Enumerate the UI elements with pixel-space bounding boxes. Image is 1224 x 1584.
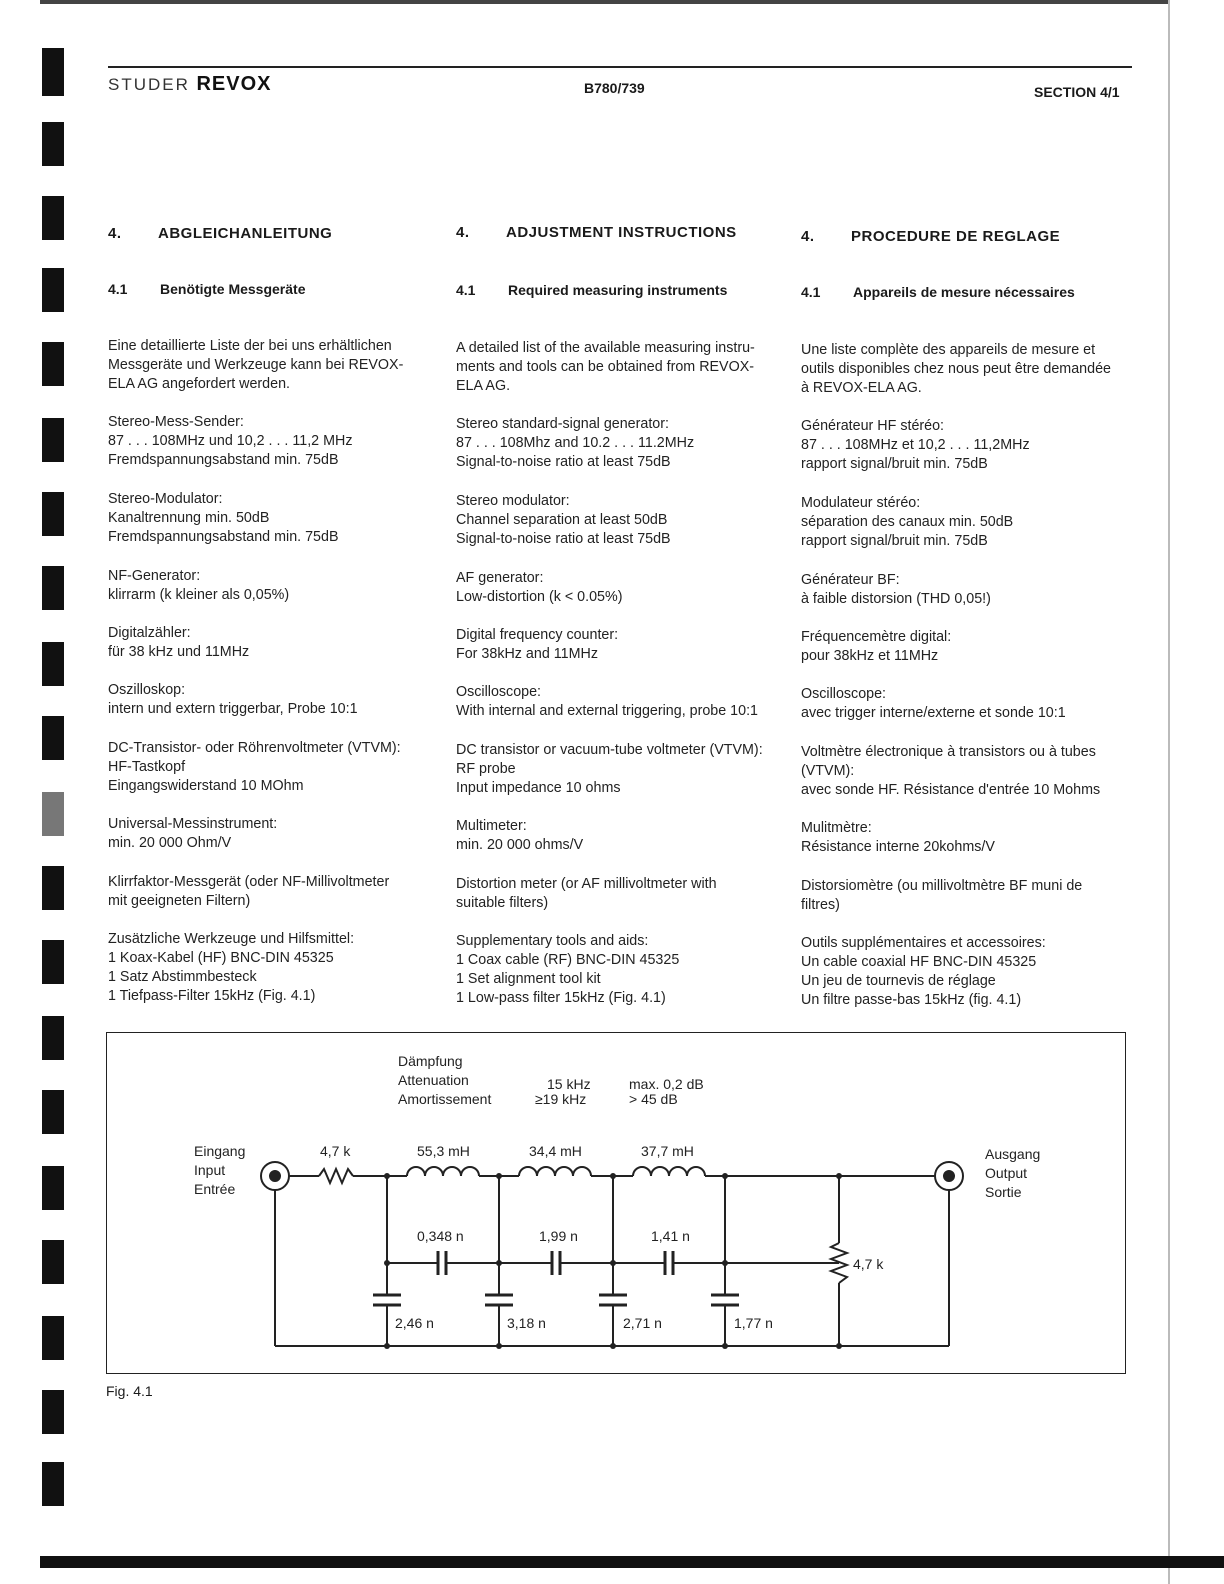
paragraph	[801, 877, 1127, 915]
section-heading-number: 4.	[456, 224, 470, 241]
paragraph-line: 87 . . . 108Mhz and 10.2 . . . 11.2MHz	[456, 435, 695, 451]
paragraph	[801, 819, 995, 857]
paragraph-line: ELA AG.	[456, 378, 511, 394]
paragraph-line: DC transistor or vacuum-tube voltmeter (VTVM):	[456, 742, 763, 758]
paragraph	[456, 683, 758, 721]
brand-revox: REVOX	[196, 73, 272, 95]
paragraph-line: Une liste complète des appareils de mesure et	[801, 342, 1096, 358]
section-heading-text: PROCEDURE DE REGLAGE	[851, 228, 1061, 245]
section-heading-number: 4.	[108, 225, 122, 242]
paragraph-line: Eingangswiderstand 10 MOhm	[108, 778, 304, 794]
brand-logo	[108, 73, 272, 96]
subsection-heading	[801, 284, 1075, 300]
paragraph-line: Digitalzähler:	[108, 625, 191, 641]
output-label-de: Ausgang	[985, 1146, 1041, 1162]
paragraph-line: NF-Generator:	[108, 568, 201, 584]
paragraph-line: Input impedance 10 ohms	[456, 780, 621, 796]
paragraph-line: 1 Tiefpass-Filter 15kHz (Fig. 4.1)	[108, 988, 316, 1004]
spec-val-1: max. 0,2 dB	[629, 1076, 704, 1092]
paragraph-line: Supplementary tools and aids:	[456, 933, 649, 949]
paragraph	[801, 934, 1046, 1010]
paragraph-line: Résistance interne 20kohms/V	[801, 839, 995, 855]
paragraph-line: mit geeigneten Filtern)	[108, 893, 251, 909]
brand-studer: STUDER	[108, 75, 190, 94]
paragraph	[108, 930, 354, 1006]
paragraph-line: min. 20 000 Ohm/V	[108, 835, 232, 851]
section-heading	[456, 224, 737, 241]
bridge-cap-3-label: 1,41 n	[651, 1228, 690, 1244]
spec-freq-2: ≥19 kHz	[535, 1091, 587, 1107]
paragraph	[108, 873, 434, 911]
paragraph-line: Signal-to-noise ratio at least 75dB	[456, 454, 671, 470]
paragraph-line: Multimeter:	[456, 818, 527, 834]
lowpass-filter-schematic	[107, 1033, 1125, 1373]
section-heading-text: ADJUSTMENT INSTRUCTIONS	[506, 224, 737, 241]
series-resistor-symbol	[319, 1169, 353, 1183]
paragraph	[456, 339, 782, 396]
section-heading	[801, 228, 1060, 245]
paragraph-line: Un filtre passe-bas 15kHz (fig. 4.1)	[801, 992, 1022, 1008]
paragraph	[108, 490, 338, 547]
paragraph-line: Stereo standard-signal generator:	[456, 416, 669, 432]
subsection-heading-number: 4.1	[108, 281, 128, 297]
paragraph	[108, 681, 358, 719]
output-label-fr: Sortie	[985, 1184, 1022, 1200]
paragraph-line: à faible distorsion (THD 0,05!)	[801, 591, 991, 607]
load-resistor-label: 4,7 k	[853, 1256, 884, 1272]
paragraph-line: Oscilloscope:	[456, 684, 542, 700]
paragraph-line: für 38 kHz und 11MHz	[108, 644, 250, 660]
bridge-cap-1-label: 0,348 n	[417, 1228, 464, 1244]
shunt-cap-3-label: 2,71 n	[623, 1315, 662, 1331]
paragraph	[456, 492, 671, 549]
paragraph-line: filtres)	[801, 897, 840, 913]
paragraph-line: Stereo-Mess-Sender:	[108, 414, 244, 430]
paragraph-line: Fréquencemètre digital:	[801, 629, 952, 645]
spec-freq-1: 15 kHz	[547, 1076, 591, 1092]
paragraph-line: Générateur BF:	[801, 572, 900, 588]
paragraph-line: intern und extern triggerbar, Probe 10:1	[108, 701, 358, 717]
paragraph-line: Voltmètre électronique à transistors ou à tubes	[801, 744, 1096, 760]
paragraph-line: rapport signal/bruit min. 75dB	[801, 456, 988, 472]
figure-caption: Fig. 4.1	[106, 1383, 153, 1399]
series-resistor-label: 4,7 k	[320, 1143, 351, 1159]
paragraph-line: Zusätzliche Werkzeuge und Hilfsmittel:	[108, 931, 355, 947]
paragraph-line: 87 . . . 108MHz et 10,2 . . . 11,2MHz	[801, 437, 1030, 453]
shunt-cap-4-label: 1,77 n	[734, 1315, 773, 1331]
paragraph-line: 1 Coax cable (RF) BNC-DIN 45325	[456, 952, 680, 968]
paragraph	[801, 417, 1030, 474]
paragraph-line: 87 . . . 108MHz und 10,2 . . . 11,2 MHz	[108, 433, 353, 449]
top-edge-line	[40, 0, 1170, 4]
inductor-1-label: 55,3 mH	[417, 1143, 470, 1159]
paragraph-line: Mulitmètre:	[801, 820, 872, 836]
paragraph-line: Fremdspannungsabstand min. 75dB	[108, 529, 339, 545]
paragraph-line: ELA AG angefordert werden.	[108, 376, 291, 392]
paragraph-line: RF probe	[456, 761, 516, 777]
paragraph-line: Oscilloscope:	[801, 686, 887, 702]
inductor-2-symbol	[519, 1167, 591, 1176]
paragraph-line: HF-Tastkopf	[108, 759, 186, 775]
paragraph-line: Eine detaillierte Liste der bei uns erhältlichen	[108, 338, 392, 354]
paragraph-line: 1 Set alignment tool kit	[456, 971, 601, 987]
paragraph	[801, 494, 1013, 551]
subsection-heading-text: Appareils de mesure nécessaires	[853, 284, 1075, 300]
figure-4-1	[106, 1032, 1126, 1374]
right-edge-line	[1168, 0, 1170, 1584]
paragraph-line: DC-Transistor- oder Röhrenvoltmeter (VTVM):	[108, 740, 401, 756]
paragraph	[456, 932, 679, 1008]
paragraph	[456, 741, 763, 798]
paragraph-line: séparation des canaux min. 50dB	[801, 514, 1014, 530]
paragraph-line: klirrarm (k kleiner als 0,05%)	[108, 587, 290, 603]
paragraph-line: Universal-Messinstrument:	[108, 816, 278, 832]
paragraph	[108, 624, 249, 662]
inductor-3-label: 37,7 mH	[641, 1143, 694, 1159]
paragraph	[801, 685, 1066, 723]
paragraph-line: A detailed list of the available measuring instru-	[456, 340, 755, 356]
paragraph-line: Modulateur stéréo:	[801, 495, 921, 511]
paragraph-line: For 38kHz and 11MHz	[456, 646, 598, 662]
paragraph-line: Channel separation at least 50dB	[456, 512, 668, 528]
header-rule	[108, 66, 1132, 68]
document-number: B780/739	[584, 80, 645, 96]
paragraph-line: Outils supplémentaires et accessoires:	[801, 935, 1046, 951]
input-label-fr: Entrée	[194, 1181, 236, 1197]
paragraph-line: Stereo-Modulator:	[108, 491, 223, 507]
subsection-heading	[456, 282, 727, 298]
spec-val-2: > 45 dB	[629, 1091, 678, 1107]
paragraph	[108, 337, 434, 394]
paragraph-line: suitable filters)	[456, 895, 549, 911]
input-label-en: Input	[194, 1162, 226, 1178]
subsection-heading	[108, 281, 305, 297]
input-label-de: Eingang	[194, 1143, 246, 1159]
subsection-heading-number: 4.1	[456, 282, 476, 298]
paragraph	[456, 875, 782, 913]
paragraph-line: pour 38kHz et 11MHz	[801, 648, 939, 664]
paragraph-line: 1 Low-pass filter 15kHz (Fig. 4.1)	[456, 990, 666, 1006]
section-heading	[108, 225, 332, 242]
paragraph-line: Un jeu de tournevis de réglage	[801, 973, 996, 989]
paragraph-line: Fremdspannungsabstand min. 75dB	[108, 452, 339, 468]
paragraph-line: Digital frequency counter:	[456, 627, 619, 643]
paragraph-line: Messgeräte und Werkzeuge kann bei REVOX-	[108, 357, 404, 373]
paragraph-line: With internal and external triggering, probe 10:1	[456, 703, 759, 719]
shunt-cap-2-label: 3,18 n	[507, 1315, 546, 1331]
bridge-cap-2-label: 1,99 n	[539, 1228, 578, 1244]
paragraph-line: AF generator:	[456, 570, 544, 586]
paragraph-line: 1 Koax-Kabel (HF) BNC-DIN 45325	[108, 950, 334, 966]
paragraph-line: rapport signal/bruit min. 75dB	[801, 533, 988, 549]
paragraph-line: avec sonde HF. Résistance d'entrée 10 Mohms	[801, 782, 1101, 798]
paragraph-line: Low-distortion (k < 0.05%)	[456, 589, 623, 605]
paragraph-line: Kanaltrennung min. 50dB	[108, 510, 270, 526]
paragraph-line: min. 20 000 ohms/V	[456, 837, 584, 853]
section-heading-number: 4.	[801, 228, 815, 245]
paragraph-line: avec trigger interne/externe et sonde 10:1	[801, 705, 1066, 721]
bottom-edge-bar	[40, 1556, 1224, 1568]
inductor-1-symbol	[407, 1167, 479, 1176]
paragraph	[456, 569, 622, 607]
paragraph-line: (VTVM):	[801, 763, 855, 779]
paragraph-line: 1 Satz Abstimmbesteck	[108, 969, 257, 985]
subsection-heading-text: Benötigte Messgeräte	[160, 281, 306, 297]
paragraph-line: Klirrfaktor-Messgerät (oder NF-Millivoltmeter	[108, 874, 390, 890]
paragraph-line: outils disponibles chez nous peut être demandée	[801, 361, 1111, 377]
paragraph-line: ments and tools can be obtained from REVOX-	[456, 359, 755, 375]
inductor-3-symbol	[633, 1167, 705, 1176]
subsection-heading-text: Required measuring instruments	[508, 282, 728, 298]
shunt-cap-1-label: 2,46 n	[395, 1315, 434, 1331]
paragraph-line: Un cable coaxial HF BNC-DIN 45325	[801, 954, 1037, 970]
inductor-2-label: 34,4 mH	[529, 1143, 582, 1159]
paragraph	[108, 567, 289, 605]
paragraph	[108, 413, 353, 470]
paragraph	[456, 626, 618, 664]
paragraph	[108, 815, 277, 853]
paragraph	[801, 571, 991, 609]
paragraph-line: Oszilloskop:	[108, 682, 186, 698]
paragraph	[801, 341, 1127, 398]
paragraph	[801, 628, 951, 666]
paragraph	[456, 415, 694, 472]
attenuation-label-fr: Amortissement	[398, 1091, 492, 1107]
paragraph-line: Générateur HF stéréo:	[801, 418, 945, 434]
output-label-en: Output	[985, 1165, 1028, 1181]
paragraph-line: Stereo modulator:	[456, 493, 570, 509]
paragraph-line: Distorsiomètre (ou millivoltmètre BF muni de	[801, 878, 1083, 894]
attenuation-label-de: Dämpfung	[398, 1053, 463, 1069]
paragraph-line: Distortion meter (or AF millivoltmeter with	[456, 876, 717, 892]
paragraph	[456, 817, 583, 855]
subsection-heading-number: 4.1	[801, 284, 821, 300]
section-label: SECTION 4/1	[1034, 84, 1120, 100]
attenuation-label-en: Attenuation	[398, 1072, 469, 1088]
paragraph-line: à REVOX-ELA AG.	[801, 380, 922, 396]
paragraph	[801, 743, 1127, 800]
paragraph	[108, 739, 401, 796]
paragraph-line: Signal-to-noise ratio at least 75dB	[456, 531, 671, 547]
section-heading-text: ABGLEICHANLEITUNG	[158, 225, 333, 242]
